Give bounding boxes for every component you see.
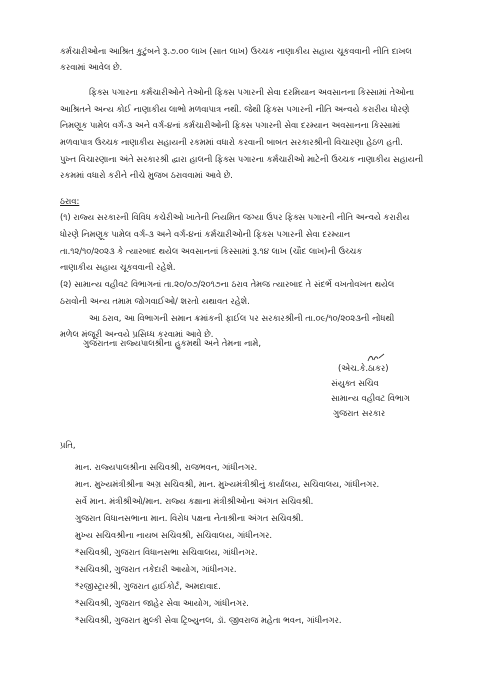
- resolution-heading: ઠરાવ:: [60, 196, 80, 206]
- signatory-name: (એચ.કે.ઠાકર): [338, 363, 389, 373]
- copy-to-item: *સચિવશ્રી, ગુજરાત મુલ્કી સેવા ટ્રિબ્યુનલ, ડૉ. જીવરાજ મહેતા ભવન, ગાંધીનગર.: [75, 615, 342, 625]
- signatory-designation: સંયુક્ત સચિવ: [331, 378, 379, 388]
- resolution-item1-line-3: તા.૧૨/૧૦/૨૦૨૩ કે ત્યારબાદ થયેલ અવસાનનાં કિસ્સામાં રૂ.૧૪ લાખ (ચૌદ લાખ)ની ઉચ્ચક: [60, 246, 363, 256]
- para1-line-3: નિમણૂક પામેલ વર્ગ-૩ અને વર્ગ-૪નાં કર્મચારીઓની ફિક્સ પગારની સેવા દરમ્યાન અવસાનના કિસ્સામાં: [60, 120, 401, 130]
- para1-line-1: ફિક્સ પગારના કર્મચારીઓને તેઓની ફિક્સ પગારની સેવા દરમિયાન અવસાનના કિસ્સામાં તેઓના: [89, 87, 414, 97]
- resolution-note-line-2: મળેલ મંજૂરી અન્વયે પ્રસિધ્ધ કરવામાં આવે છે.: [60, 329, 214, 339]
- copy-to-item: *રજીસ્ટ્રારશ્રી, ગુજરાત હાઈકોર્ટ, અમદાવાદ.: [75, 581, 221, 591]
- intro-line-2: કરવામાં આવેલ છે.: [60, 62, 123, 72]
- resolution-note-line-1: આ ઠરાવ, આ વિભાગની સમાન ક્રમાંકની ફાઈલ પર સરકારશ્રીની તા.૦૯/૧૦/૨૦૨૩ની નોંધથી: [89, 313, 395, 323]
- signatory-government: ગુજરાત સરકાર: [333, 408, 386, 418]
- resolution-item1-line-2: ધોરણે નિમણૂક પામેલ વર્ગ-૩ અને વર્ગ-૪નાં કર્મચારીઓની ફિક્સ પગારની સેવા દરમ્યાન: [60, 229, 351, 239]
- para1-line-2: આશ્રિતને અન્ય કોઈ નાણાકીય લાભો મળવાપાત્ર નથી. જેથી ફિક્સ પગારની નીતિ અન્વયે કરારીય ધોરણે: [60, 104, 410, 114]
- resolution-item2-line-2: ઠરાવોની અન્ય તમામ જોગવાઈઓ/ શરતો યથાવત રહેશે.: [60, 296, 250, 306]
- signatory-department: સામાન્ય વહીવટ વિભાગ: [331, 393, 410, 403]
- copy-to-heading: પ્રતિ,: [60, 440, 76, 450]
- copy-to-item: મુખ્ય સચિવશ્રીના નાયબ સચિવશ્રી, સચિવાલય, ગાંધીનગર.: [75, 530, 273, 540]
- copy-to-item: માન. રાજ્યપાલશ્રીના સચિવશ્રી, રાજભવન, ગાંધીનગર.: [75, 462, 258, 472]
- order-line: ગુજરાતના રાજ્યપાલશ્રીના હુકમથી અને તેમના નામે,: [83, 338, 262, 348]
- copy-to-item: *સચિવશ્રી, ગુજરાત જાહેર સેવા આયોગ, ગાંધીનગર.: [75, 598, 249, 608]
- resolution-item2-line-1: (૨) સામાન્ય વહીવટ વિભાગનાં તા.૨૦/૦૭/૨૦૧૭ના ઠરાવ તેમજ ત્યારબાદ તે સંદર્ભે વખતોવખત થયેલ: [60, 279, 395, 289]
- para1-line-4: મળવાપાત્ર ઉચ્ચક નાણાકીય સહાયની રકમમાં વધારો કરવાની બાબત સરકારશ્રીની વિચારણા હેઠળ હતી.: [60, 137, 403, 147]
- intro-line-1: કર્મચારીઓના આશ્રિત કુટુંબને રૂ.૭.૦૦ લાખ (સાત લાખ) ઉચ્ચક નાણાકીય સહાય ચૂકવવાની નીતિ દાખલ: [60, 46, 412, 56]
- copy-to-item: *સચિવશ્રી, ગુજરાત વિધાનસભા સચિવાલય, ગાંધીનગર.: [75, 547, 258, 557]
- para1-line-6: રકમમાં વધારો કરીને નીચે મુજબ ઠરાવવામાં આવે છે.: [60, 170, 233, 180]
- copy-to-item: સર્વે માન. મંત્રીશ્રીઓ/માન. રાજ્ય કક્ષાના મંત્રીશ્રીઓના અંગત સચિવશ્રી.: [75, 496, 314, 506]
- para1-line-5: પુખ્ત વિચારણાના અંતે સરકારશ્રી દ્વારા હાલની ફિક્સ પગારના કર્મચારીઓ માટેની ઉચ્ચક નાણાકીય સહાયની: [60, 154, 424, 164]
- copy-to-item: માન. મુખ્યમંત્રીશ્રીના અગ્ર સચિવશ્રી, માન. મુખ્યમંત્રીશ્રીનું કાર્યાલય, સચિવાલય, ગાંધીનગર.: [75, 479, 380, 489]
- copy-to-item: *સચિવશ્રી, ગુજરાત તકેદારી આયોગ, ગાંધીનગર.: [75, 564, 237, 574]
- copy-to-item: ગુજરાત વિધાનસભાના માન. વિરોધ પક્ષના નેતાશ્રીના અંગત સચિવશ્રી.: [75, 513, 304, 523]
- resolution-item1-line-4: નાણાકીય સહાય ચૂકવવાની રહેશે.: [60, 262, 176, 272]
- resolution-item1-line-1: (૧) રાજ્ય સરકારની વિવિધ કચેરીઓ ખાતેની નિયમિત જગ્યા ઉપર ફિક્સ પગારની નીતિ અન્વયે કરારીય: [60, 212, 410, 222]
